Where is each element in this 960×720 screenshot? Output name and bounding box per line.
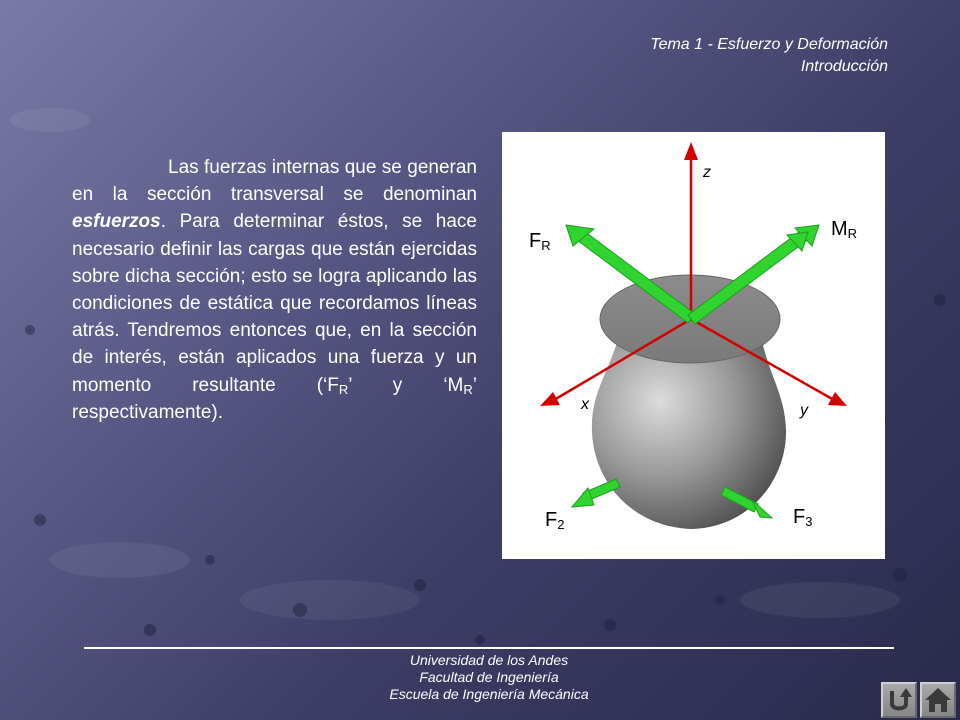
y-axis-label: y bbox=[800, 402, 808, 419]
body-text-part-4: ’ respectivamente). bbox=[72, 374, 477, 423]
force-diagram bbox=[502, 132, 885, 559]
slide-header bbox=[650, 34, 888, 78]
footer-faculty: Facultad de Ingeniería bbox=[419, 669, 559, 685]
f2-label-main: F bbox=[545, 509, 558, 531]
return-icon bbox=[883, 684, 915, 716]
mr-label bbox=[831, 218, 857, 241]
z-axis-arrowhead bbox=[684, 142, 698, 160]
body-subscript-2: R bbox=[463, 381, 473, 397]
body-subscript-1: R bbox=[338, 381, 349, 397]
body-text-part-2: . Para determinar éstos, se hace necesario definir las cargas que están ejercidas sobre dicha sección; esto se logra aplicando las condiciones de estática que recordamos líneas atrás. Tendremos entonces que, en la sección de interés, están aplicados una fuerza y un momento resultante (‘F bbox=[72, 211, 477, 396]
home-icon bbox=[922, 684, 954, 716]
f3-label-sub: 3 bbox=[805, 514, 813, 529]
fr-label-main: F bbox=[529, 230, 542, 252]
body-paragraph bbox=[72, 154, 477, 426]
force-diagram-figure bbox=[502, 132, 885, 559]
header-subtitle: Introducción bbox=[800, 58, 888, 75]
slide-footer bbox=[84, 652, 894, 703]
f2-label-sub: 2 bbox=[557, 517, 565, 532]
footer-divider bbox=[84, 647, 894, 649]
mr-label-main: M bbox=[831, 218, 848, 240]
f3-label bbox=[793, 506, 812, 529]
header-title: Tema 1 - Esfuerzo y Deformación bbox=[650, 36, 888, 53]
body-emphasis: esfuerzos bbox=[72, 211, 161, 233]
body-text-part-3: ’ y ‘M bbox=[348, 374, 464, 396]
fr-label-sub: R bbox=[541, 238, 551, 253]
body-text-part-1: Las fuerzas internas que se generan en la sección transversal se denominan bbox=[72, 157, 477, 206]
f2-label bbox=[545, 509, 564, 532]
back-button[interactable] bbox=[881, 682, 917, 718]
footer-school: Escuela de Ingeniería Mecánica bbox=[389, 686, 589, 702]
home-button[interactable] bbox=[920, 682, 956, 718]
x-axis-label: x bbox=[581, 396, 589, 413]
z-axis-label: z bbox=[703, 164, 711, 181]
footer-university: Universidad de los Andes bbox=[409, 652, 569, 668]
f3-label-main: F bbox=[793, 506, 806, 528]
mr-label-sub: R bbox=[847, 226, 858, 241]
fr-label bbox=[529, 230, 551, 253]
